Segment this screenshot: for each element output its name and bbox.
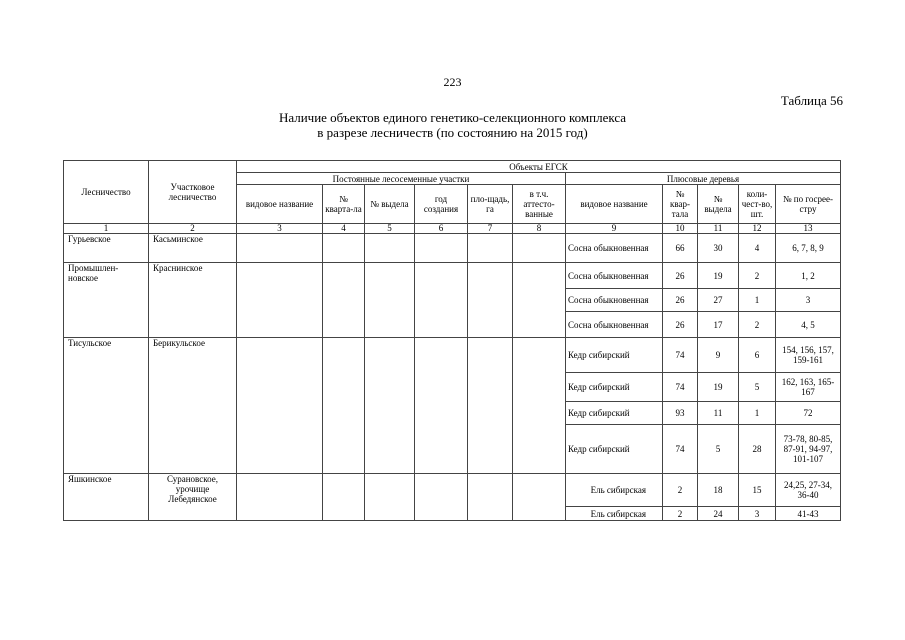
cell-species: Сосна обыкновенная [566, 234, 663, 263]
cell-empty [365, 474, 415, 521]
cell-empty [365, 338, 415, 474]
cell-empty [513, 234, 566, 263]
cell-kvartal: 74 [663, 338, 698, 373]
header-forestry: Лесничество [64, 161, 149, 224]
column-number: 6 [415, 224, 468, 234]
cell-count: 3 [739, 507, 776, 521]
table-row [64, 338, 841, 373]
page-number: 223 [443, 75, 462, 89]
cell-district: Краснинское [149, 263, 237, 338]
cell-kvartal: 74 [663, 373, 698, 402]
cell-empty [237, 474, 323, 521]
table-row [64, 474, 841, 507]
cell-species: Кедр сибирский [566, 402, 663, 425]
column-number: 9 [566, 224, 663, 234]
header-perm-col: в т.ч. аттесто-ванные [513, 185, 566, 224]
column-number: 2 [149, 224, 237, 234]
cell-forestry: Гурьевское [64, 234, 149, 263]
cell-registry: 24,25, 27-34, 36-40 [776, 474, 841, 507]
header-district: Участковое лесничество [149, 161, 237, 224]
cell-empty [237, 338, 323, 474]
cell-kvartal: 2 [663, 474, 698, 507]
cell-registry: 41-43 [776, 507, 841, 521]
cell-forestry: Тисульское [64, 338, 149, 474]
cell-registry: 4, 5 [776, 312, 841, 338]
column-number: 3 [237, 224, 323, 234]
cell-vydel: 17 [698, 312, 739, 338]
cell-vydel: 30 [698, 234, 739, 263]
cell-species: Сосна обыкновенная [566, 312, 663, 338]
cell-vydel: 19 [698, 263, 739, 289]
cell-count: 2 [739, 263, 776, 289]
header-permanent-plots: Постоянные лесосеменные участки [237, 173, 566, 185]
cell-district: Берикульское [149, 338, 237, 474]
cell-kvartal: 66 [663, 234, 698, 263]
cell-district: Сурановское, урочище Лебедянское [149, 474, 237, 521]
cell-empty [237, 263, 323, 338]
cell-count: 4 [739, 234, 776, 263]
header-perm-col: пло-щадь, га [468, 185, 513, 224]
cell-empty [365, 263, 415, 338]
cell-empty [468, 263, 513, 338]
table-label: Таблица 56 [780, 93, 843, 108]
cell-district: Касьминское [149, 234, 237, 263]
cell-vydel: 5 [698, 425, 739, 474]
table-title [0, 110, 905, 140]
cell-registry: 162, 163, 165-167 [776, 373, 841, 402]
cell-empty [513, 263, 566, 338]
cell-count: 2 [739, 312, 776, 338]
header-plus-trees: Плюсовые деревья [566, 173, 841, 185]
title-line-1: Наличие объектов единого генетико-селекционного комплекса [278, 110, 627, 125]
cell-count: 1 [739, 289, 776, 312]
cell-kvartal: 2 [663, 507, 698, 521]
cell-empty [415, 474, 468, 521]
cell-vydel: 27 [698, 289, 739, 312]
cell-forestry: Яшкинское [64, 474, 149, 521]
table-row [64, 234, 841, 263]
header-plus-col: коли-чест-во, шт. [739, 185, 776, 224]
header-perm-col: № выдела [365, 185, 415, 224]
cell-empty [468, 234, 513, 263]
cell-empty [365, 234, 415, 263]
column-number: 13 [776, 224, 841, 234]
cell-empty [513, 338, 566, 474]
cell-empty [323, 263, 365, 338]
header-perm-col: № кварта-ла [323, 185, 365, 224]
cell-empty [237, 234, 323, 263]
column-number: 8 [513, 224, 566, 234]
cell-kvartal: 26 [663, 289, 698, 312]
column-number: 10 [663, 224, 698, 234]
cell-registry: 3 [776, 289, 841, 312]
column-number: 7 [468, 224, 513, 234]
cell-registry: 72 [776, 402, 841, 425]
header-perm-col: видовое название [237, 185, 323, 224]
cell-empty [415, 234, 468, 263]
cell-empty [323, 338, 365, 474]
header-plus-col: видовое название [566, 185, 663, 224]
title-line-2: в разрезе лесничеств (по состоянию на 2015 год) [317, 125, 588, 140]
column-number: 4 [323, 224, 365, 234]
cell-forestry: Промышлен-новское [64, 263, 149, 338]
cell-empty [513, 474, 566, 521]
cell-kvartal: 26 [663, 263, 698, 289]
cell-empty [323, 474, 365, 521]
cell-registry: 73-78, 80-85, 87-91, 94-97, 101-107 [776, 425, 841, 474]
header-plus-col: № выдела [698, 185, 739, 224]
cell-registry: 154, 156, 157, 159-161 [776, 338, 841, 373]
cell-species: Ель сибирская [566, 507, 663, 521]
table-row [64, 263, 841, 289]
cell-empty [323, 234, 365, 263]
cell-empty [415, 263, 468, 338]
cell-species: Кедр сибирский [566, 373, 663, 402]
cell-kvartal: 74 [663, 425, 698, 474]
cell-count: 6 [739, 338, 776, 373]
cell-count: 5 [739, 373, 776, 402]
cell-registry: 1, 2 [776, 263, 841, 289]
column-number: 11 [698, 224, 739, 234]
cell-empty [468, 474, 513, 521]
cell-empty [415, 338, 468, 474]
cell-species: Ель сибирская [566, 474, 663, 507]
cell-vydel: 9 [698, 338, 739, 373]
cell-species: Сосна обыкновенная [566, 263, 663, 289]
cell-species: Сосна обыкновенная [566, 289, 663, 312]
egsk-table [63, 160, 841, 521]
header-objects: Объекты ЕГСК [237, 161, 841, 173]
header-perm-col: год создания [415, 185, 468, 224]
header-plus-col: № по госрее-стру [776, 185, 841, 224]
cell-count: 1 [739, 402, 776, 425]
cell-count: 28 [739, 425, 776, 474]
column-number: 1 [64, 224, 149, 234]
column-number: 12 [739, 224, 776, 234]
header-plus-col: № квар-тала [663, 185, 698, 224]
cell-count: 15 [739, 474, 776, 507]
cell-vydel: 19 [698, 373, 739, 402]
column-number: 5 [365, 224, 415, 234]
cell-registry: 6, 7, 8, 9 [776, 234, 841, 263]
cell-kvartal: 93 [663, 402, 698, 425]
cell-empty [468, 338, 513, 474]
cell-species: Кедр сибирский [566, 338, 663, 373]
cell-vydel: 24 [698, 507, 739, 521]
cell-vydel: 11 [698, 402, 739, 425]
cell-species: Кедр сибирский [566, 425, 663, 474]
cell-vydel: 18 [698, 474, 739, 507]
cell-kvartal: 26 [663, 312, 698, 338]
